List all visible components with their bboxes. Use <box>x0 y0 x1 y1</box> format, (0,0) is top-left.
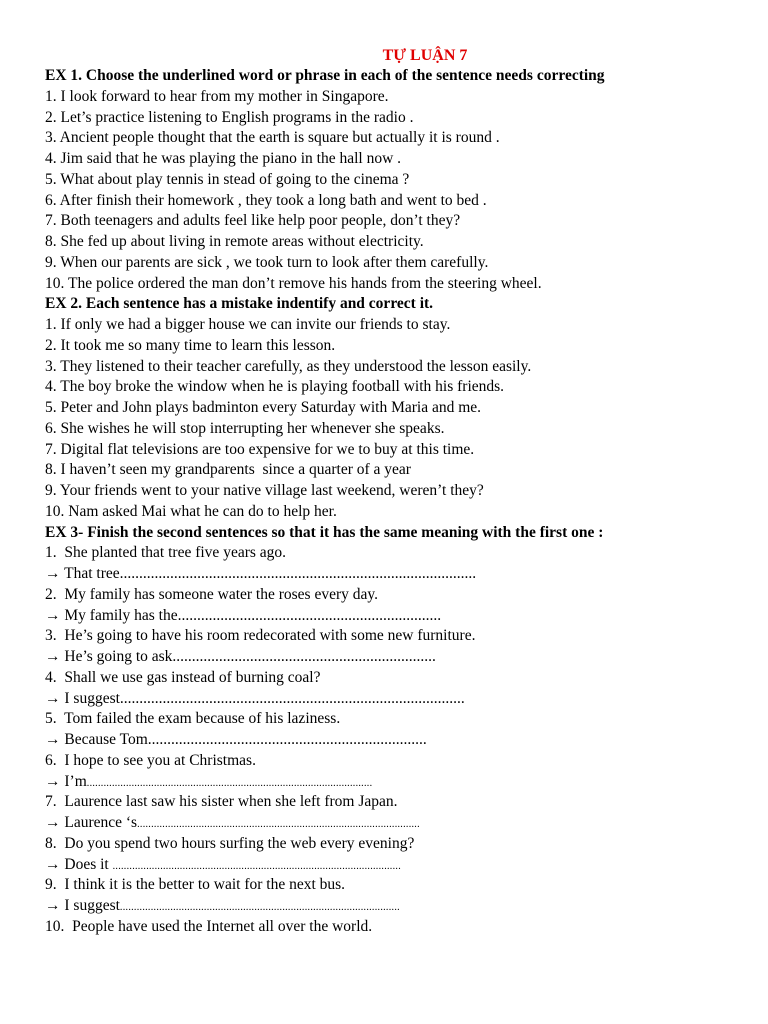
ex3-answer-line <box>45 689 745 710</box>
ex3-question: 2. My family has someone water the roses every day. <box>45 585 379 603</box>
page-title: TỰ LUẬN 7 <box>382 47 468 64</box>
arrow-icon: → <box>45 565 61 582</box>
ex1-item: 7. Both teenagers and adults feel like help poor people, don’t they? <box>45 212 461 230</box>
ex1-item: 1. I look forward to hear from my mother in Singapore. <box>45 87 389 105</box>
ex1-item: 3. Ancient people thought that the earth is square but actually it is round . <box>45 129 500 147</box>
arrow-icon: → <box>45 606 61 624</box>
ex2-heading: EX 2. Each sentence has a mistake indentify and correct it. <box>45 295 434 313</box>
ex3-answer-line <box>45 772 745 793</box>
answer-blank: .................................................................................................... <box>119 902 400 913</box>
arrow-icon: → <box>45 897 61 914</box>
arrow-icon: → <box>45 772 61 790</box>
ex2-item: 1. If only we had a bigger house we can invite our friends to stay. <box>45 316 451 333</box>
ex3-answer-line <box>45 855 745 876</box>
ex2-item: 8. I haven’t seen my grandparents since a quarter of a year <box>45 461 411 479</box>
ex3-list <box>45 543 745 937</box>
ex1-item: 2. Let’s practice listening to English programs in the radio . <box>45 108 414 126</box>
ex3-answer-prompt: I’m <box>64 772 87 790</box>
ex3-answer-line <box>45 896 745 917</box>
ex3-answer-prompt: That tree............................................................................................ <box>64 565 477 582</box>
ex1-item: 6. After finish their homework , they took a long bath and went to bed . <box>45 191 487 209</box>
ex2-item: 5. Peter and John plays badminton every Saturday with Maria and me. <box>45 399 482 416</box>
ex2-item: 9. Your friends went to your native village last weekend, weren’t they? <box>45 482 484 499</box>
ex1-item: 5. What about play tennis in stead of going to the cinema ? <box>45 170 410 188</box>
ex2-item: 7. Digital flat televisions are too expensive for we to buy at this time. <box>45 440 475 458</box>
ex2-item: 4. The boy broke the window when he is playing football with his friends. <box>45 378 505 396</box>
ex3-question: 1. She planted that tree five years ago. <box>45 544 287 562</box>
ex3-answer-line <box>45 647 745 668</box>
answer-blank: ...................................................................................................... <box>86 777 373 789</box>
ex1-item: 9. When our parents are sick , we took turn to look after them carefully. <box>45 253 489 271</box>
ex3-question: 8. Do you spend two hours surfing the web every evening? <box>45 834 415 852</box>
arrow-icon: → <box>45 855 61 873</box>
ex3-answer-prompt: He’s going to ask.................................................................... <box>64 648 436 665</box>
answer-blank: ....................................................................................................... <box>112 860 401 872</box>
ex3-answer-prompt: Does it <box>64 855 113 873</box>
ex3-question: 4. Shall we use gas instead of burning coal? <box>45 668 321 686</box>
ex2-item: 6. She wishes he will stop interrupting her whenever she speaks. <box>45 419 445 437</box>
ex3-question: 9. I think it is the better to wait for the next bus. <box>45 876 346 894</box>
ex2-item: 3. They listened to their teacher carefully, as they understood the lesson easily. <box>45 357 532 375</box>
ex1-heading: EX 1. Choose the underlined word or phrase in each of the sentence needs correcting <box>45 67 605 84</box>
ex3-question: 6. I hope to see you at Christmas. <box>45 751 256 769</box>
ex3-heading: EX 3- Finish the second sentences so that it has the same meaning with the first one : <box>45 523 604 541</box>
arrow-icon: → <box>45 814 61 831</box>
ex1-item: 10. The police ordered the man don’t remove his hands from the steering wheel. <box>45 274 542 292</box>
ex3-question: 10. People have used the Internet all over the world. <box>45 917 373 935</box>
ex3-answer-line <box>45 730 745 751</box>
ex2-item: 10. Nam asked Mai what he can do to help her. <box>45 502 337 520</box>
ex2-list <box>45 315 745 523</box>
ex3-answer-prompt: I suggest <box>64 897 120 914</box>
arrow-icon: → <box>45 648 61 665</box>
ex3-answer-line <box>45 564 745 585</box>
ex3-answer-line <box>45 813 745 834</box>
ex2-item: 2. It took me so many time to learn this lesson. <box>45 336 336 354</box>
ex3-answer-prompt: Laurence ‘s <box>64 814 138 831</box>
ex3-question: 7. Laurence last saw his sister when she left from Japan. <box>45 793 398 811</box>
ex3-question: 3. He’s going to have his room redecorated with some new furniture. <box>45 627 476 645</box>
ex3-question: 5. Tom failed the exam because of his laziness. <box>45 710 341 728</box>
ex1-item: 8. She fed up about living in remote areas without electricity. <box>45 233 424 250</box>
ex3-answer-prompt: Because Tom........................................................................ <box>64 731 427 748</box>
ex1-item: 4. Jim said that he was playing the piano in the hall now . <box>45 150 402 167</box>
ex3-answer-line <box>45 606 745 627</box>
answer-blank: ..................................................................................................... <box>137 819 420 830</box>
ex1-list <box>45 87 745 295</box>
ex3-answer-prompt: I suggest......................................................................................... <box>64 689 465 707</box>
arrow-icon: → <box>45 731 61 748</box>
worksheet <box>45 46 745 938</box>
arrow-icon: → <box>45 689 61 707</box>
ex3-answer-prompt: My family has the.................................................................... <box>64 606 442 624</box>
